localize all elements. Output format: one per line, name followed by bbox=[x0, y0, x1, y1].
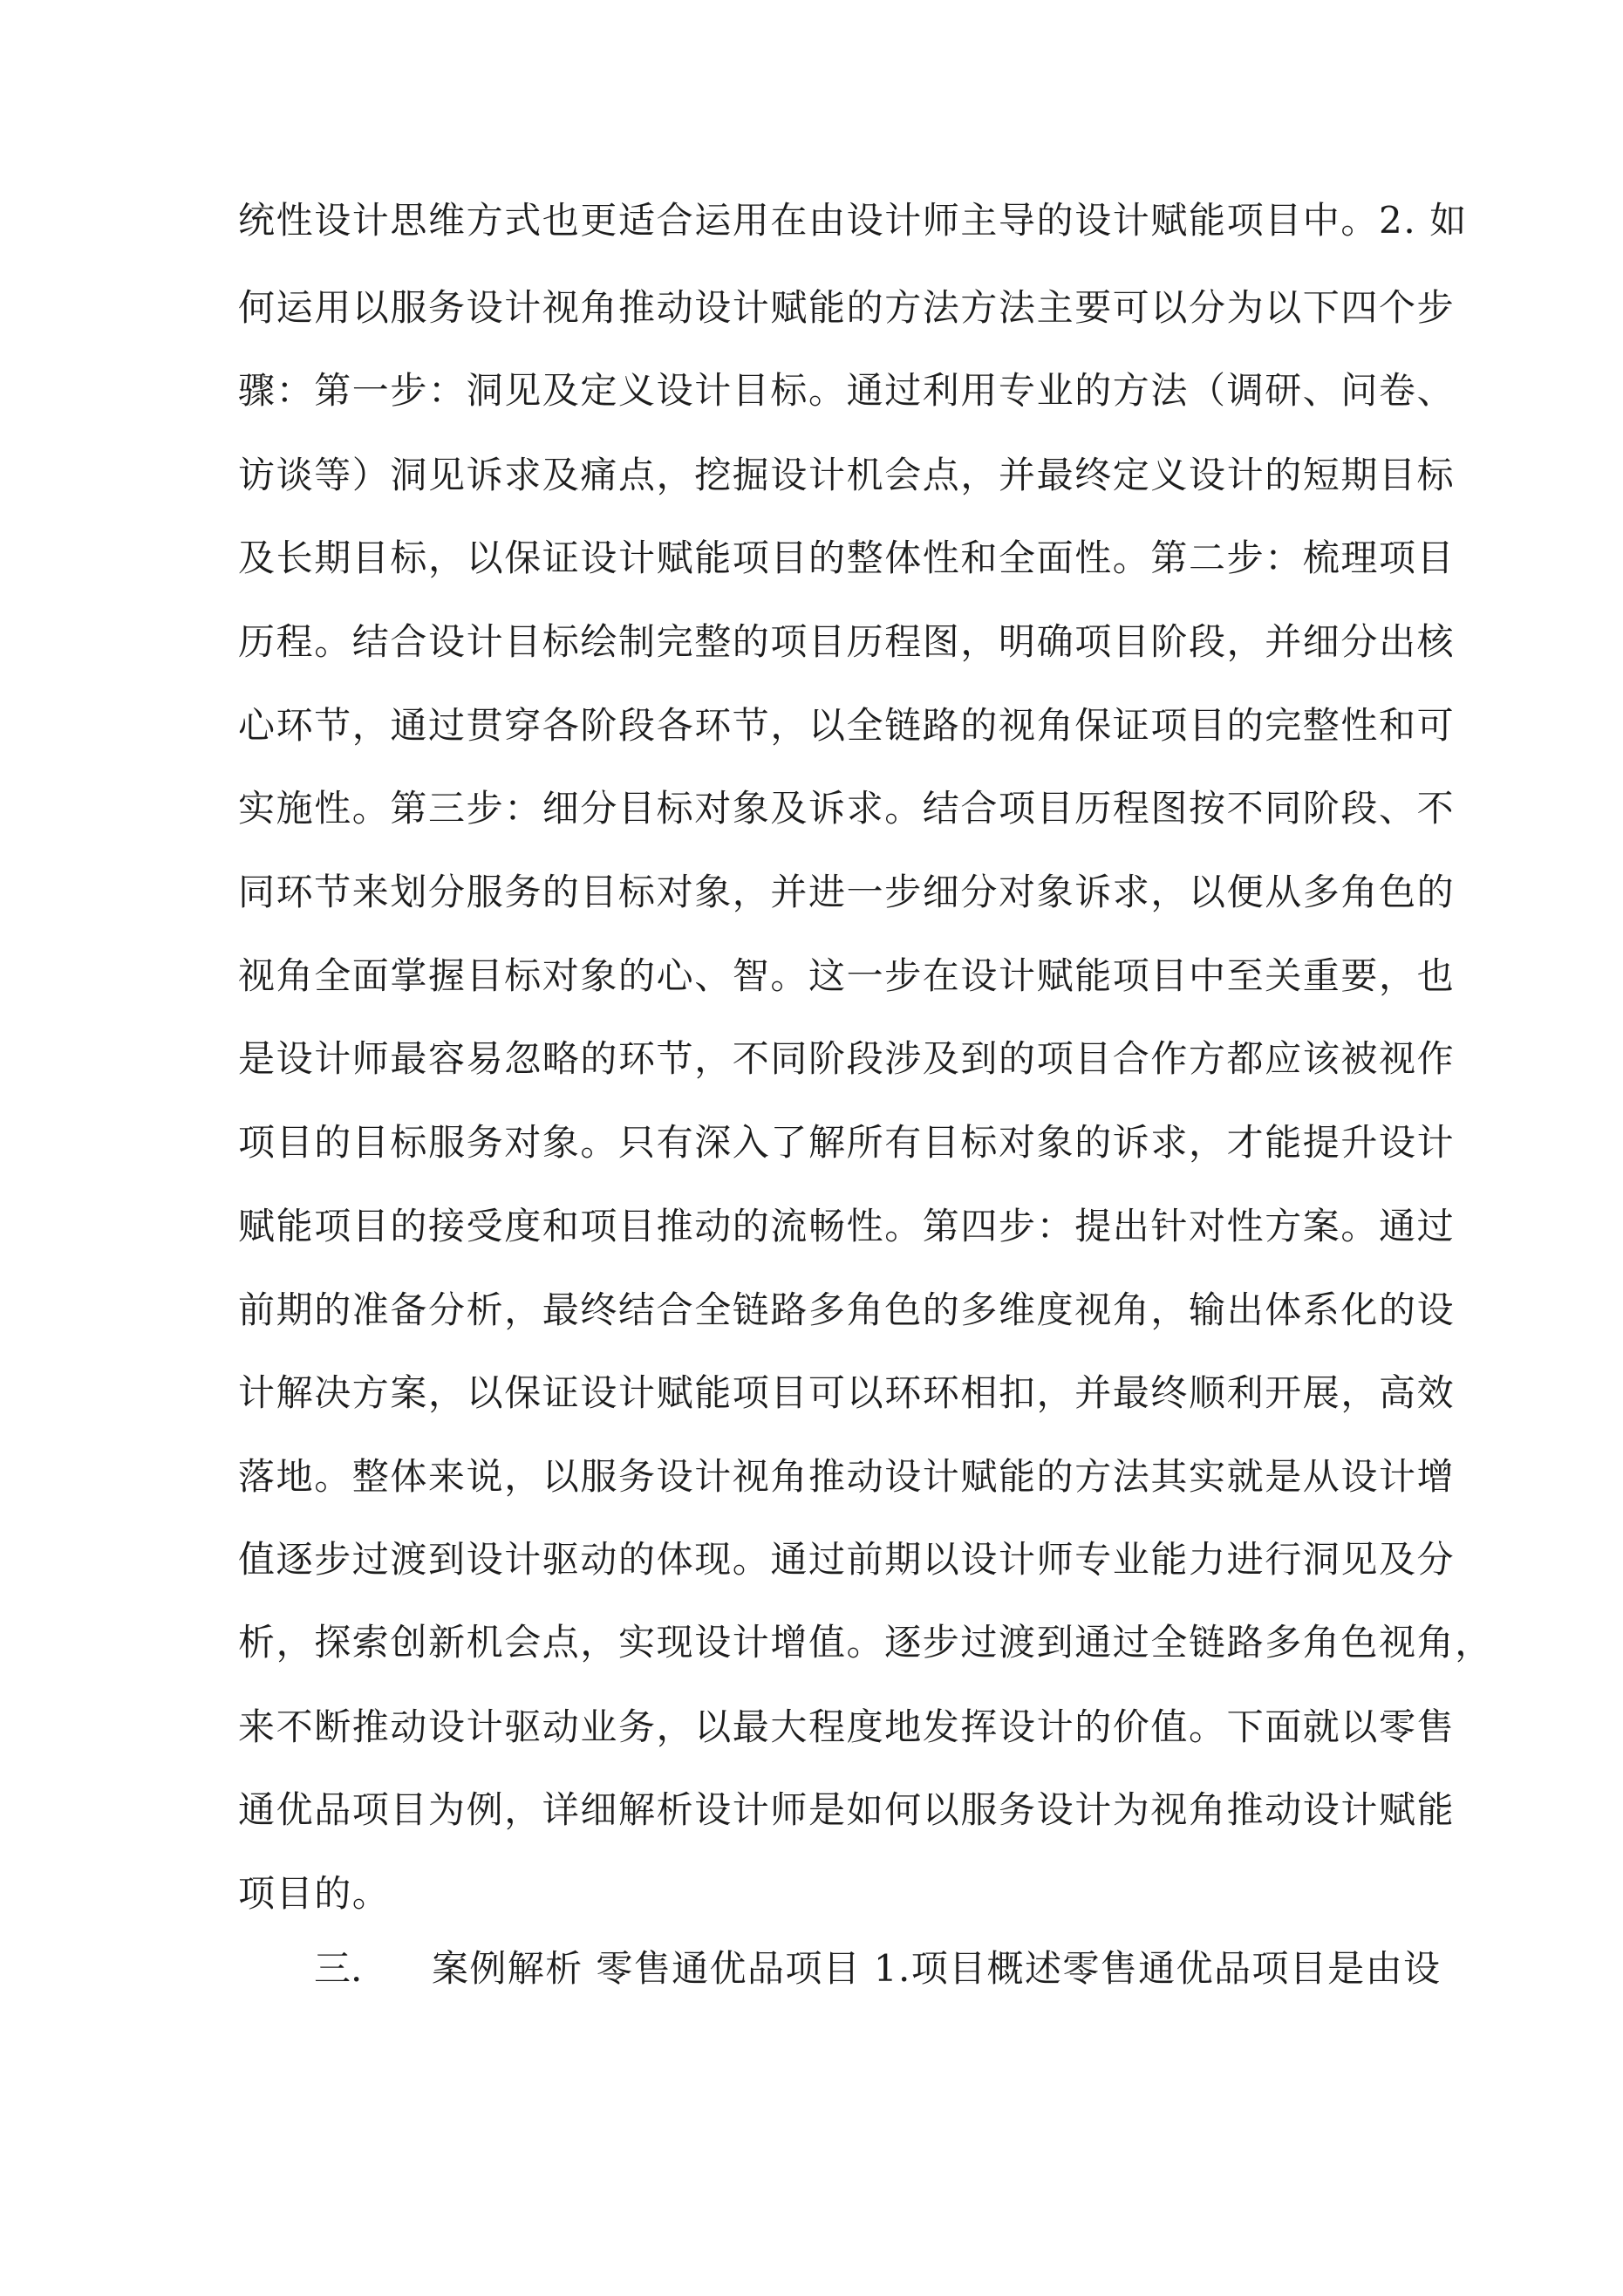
text-line: 及长期目标，以保证设计赋能项目的整体性和全面性。第二步：梳理项目 bbox=[238, 536, 1456, 579]
text-line: 统性设计思维方式也更适合运用在由设计师主导的设计赋能项目中。2. 如 bbox=[238, 199, 1468, 242]
text-line: 来不断推动设计驱动业务，以最大程度地发挥设计的价值。下面就以零售 bbox=[238, 1705, 1456, 1748]
text-line: 访谈等）洞见诉求及痛点，挖掘设计机会点，并最终定义设计的短期目标 bbox=[238, 454, 1456, 496]
section-number: 三. bbox=[314, 1947, 363, 1990]
text-line: 值逐步过渡到设计驱动的体现。通过前期以设计师专业能力进行洞见及分 bbox=[238, 1538, 1456, 1581]
text-line: 同环节来划分服务的目标对象，并进一步细分对象诉求，以便从多角色的 bbox=[238, 871, 1456, 913]
text-line: 实施性。第三步：细分目标对象及诉求。结合项目历程图按不同阶段、不 bbox=[238, 787, 1456, 830]
text-line: 通优品项目为例，详细解析设计师是如何以服务设计为视角推动设计赋能 bbox=[238, 1788, 1456, 1831]
text-line: 何运用以服务设计视角推动设计赋能的方法方法主要可以分为以下四个步 bbox=[238, 286, 1456, 329]
text-line: 视角全面掌握目标对象的心、智。这一步在设计赋能项目中至关重要，也 bbox=[238, 954, 1456, 997]
text-line: 赋能项目的接受度和项目推动的流畅性。第四步：提出针对性方案。通过 bbox=[238, 1205, 1456, 1247]
text-line: 前期的准备分析，最终结合全链路多角色的多维度视角，输出体系化的设 bbox=[238, 1288, 1456, 1331]
section-heading-line: 案例解析 零售通优品项目 1.项目概述零售通优品项目是由设 bbox=[432, 1947, 1442, 1990]
text-line: 骤：第一步：洞见及定义设计目标。通过利用专业的方法（调研、问卷、 bbox=[238, 369, 1456, 412]
text-line: 项目的。 bbox=[238, 1872, 391, 1915]
text-line: 是设计师最容易忽略的环节，不同阶段涉及到的项目合作方都应该被视作 bbox=[238, 1037, 1456, 1080]
text-line: 落地。整体来说，以服务设计视角推动设计赋能的方法其实就是从设计增 bbox=[238, 1455, 1456, 1498]
text-line: 项目的目标服务对象。只有深入了解所有目标对象的诉求，才能提升设计 bbox=[238, 1121, 1456, 1164]
text-line: 计解决方案，以保证设计赋能项目可以环环相扣，并最终顺利开展，高效 bbox=[238, 1371, 1456, 1414]
text-line: 心环节，通过贯穿各阶段各环节，以全链路的视角保证项目的完整性和可 bbox=[238, 704, 1456, 747]
text-line: 历程。结合设计目标绘制完整的项目历程图，明确项目阶段，并细分出核 bbox=[238, 620, 1456, 663]
text-line: 析，探索创新机会点，实现设计增值。逐步过渡到通过全链路多角色视角， bbox=[238, 1621, 1493, 1664]
